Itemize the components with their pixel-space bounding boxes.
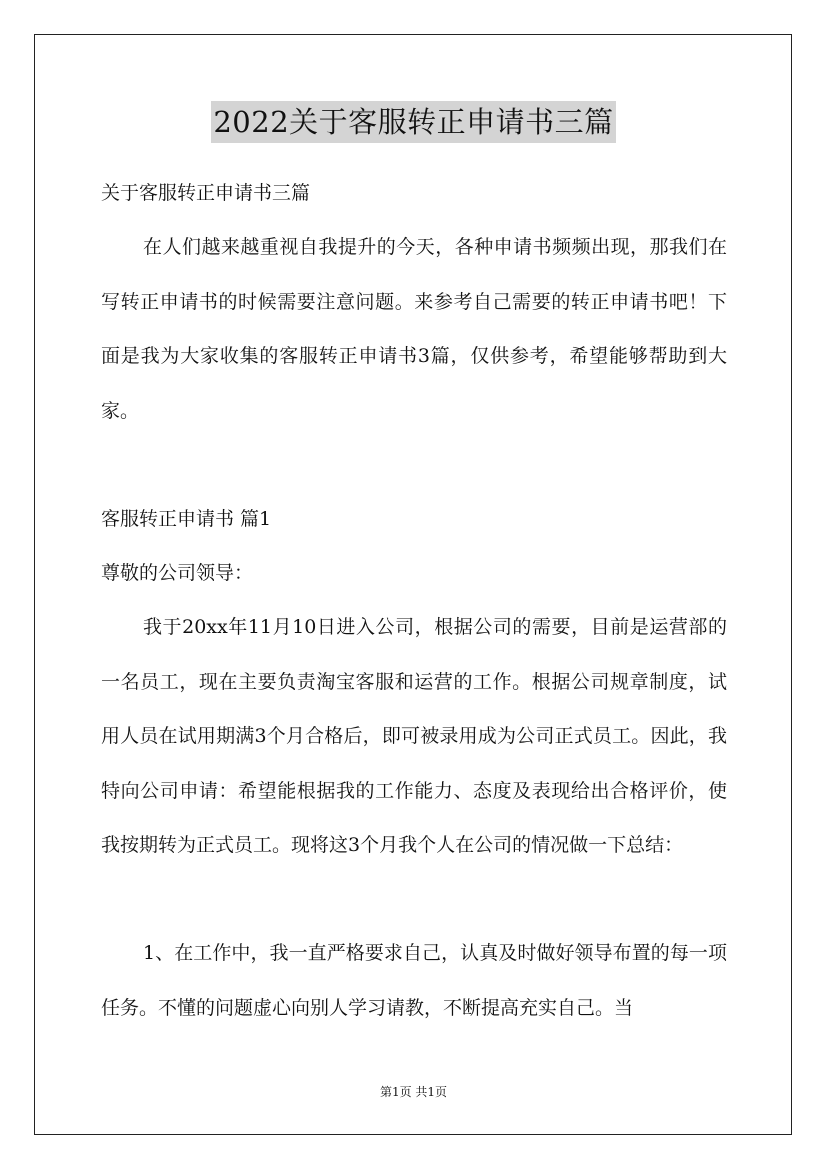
body-paragraph-1: 我于20xx年11月10日进入公司，根据公司的需要，目前是运营部的一名员工，现在主要负责淘宝客服和运营的工作。根据公司规章制度，试用人员在试用期满3个月合格后，即可被录用成为公司正式员工。因此，我特向公司申请：希望能根据我的工作能力、态度及表现给出合格评价，使我按期转为正式员工。现将这3个月我个人在公司的情况做一下总结： — [101, 616, 727, 856]
intro-paragraph: 在人们越来越重视自我提升的今天，各种申请书频频出现，那我们在写转正申请书的时候需要注意问题。来参考自己需要的转正申请书吧！下面是我为大家收集的客服转正申请书3篇，仅供参考，希望能够帮助到大家。 — [101, 236, 727, 422]
subtitle: 关于客服转正申请书三篇 — [101, 182, 311, 204]
section-heading: 客服转正申请书 篇1 — [101, 508, 272, 530]
document-title — [0, 101, 827, 143]
document-title-text: 2022关于客服转正申请书三篇 — [211, 101, 615, 143]
body-paragraph-2: 1、在工作中，我一直严格要求自己，认真及时做好领导布置的每一项任务。不懂的问题虚心向别人学习请教，不断提高充实自己。当 — [101, 942, 727, 1019]
salutation: 尊敬的公司领导： — [101, 562, 254, 584]
page-footer: 第1页 共1页 — [379, 1085, 448, 1099]
